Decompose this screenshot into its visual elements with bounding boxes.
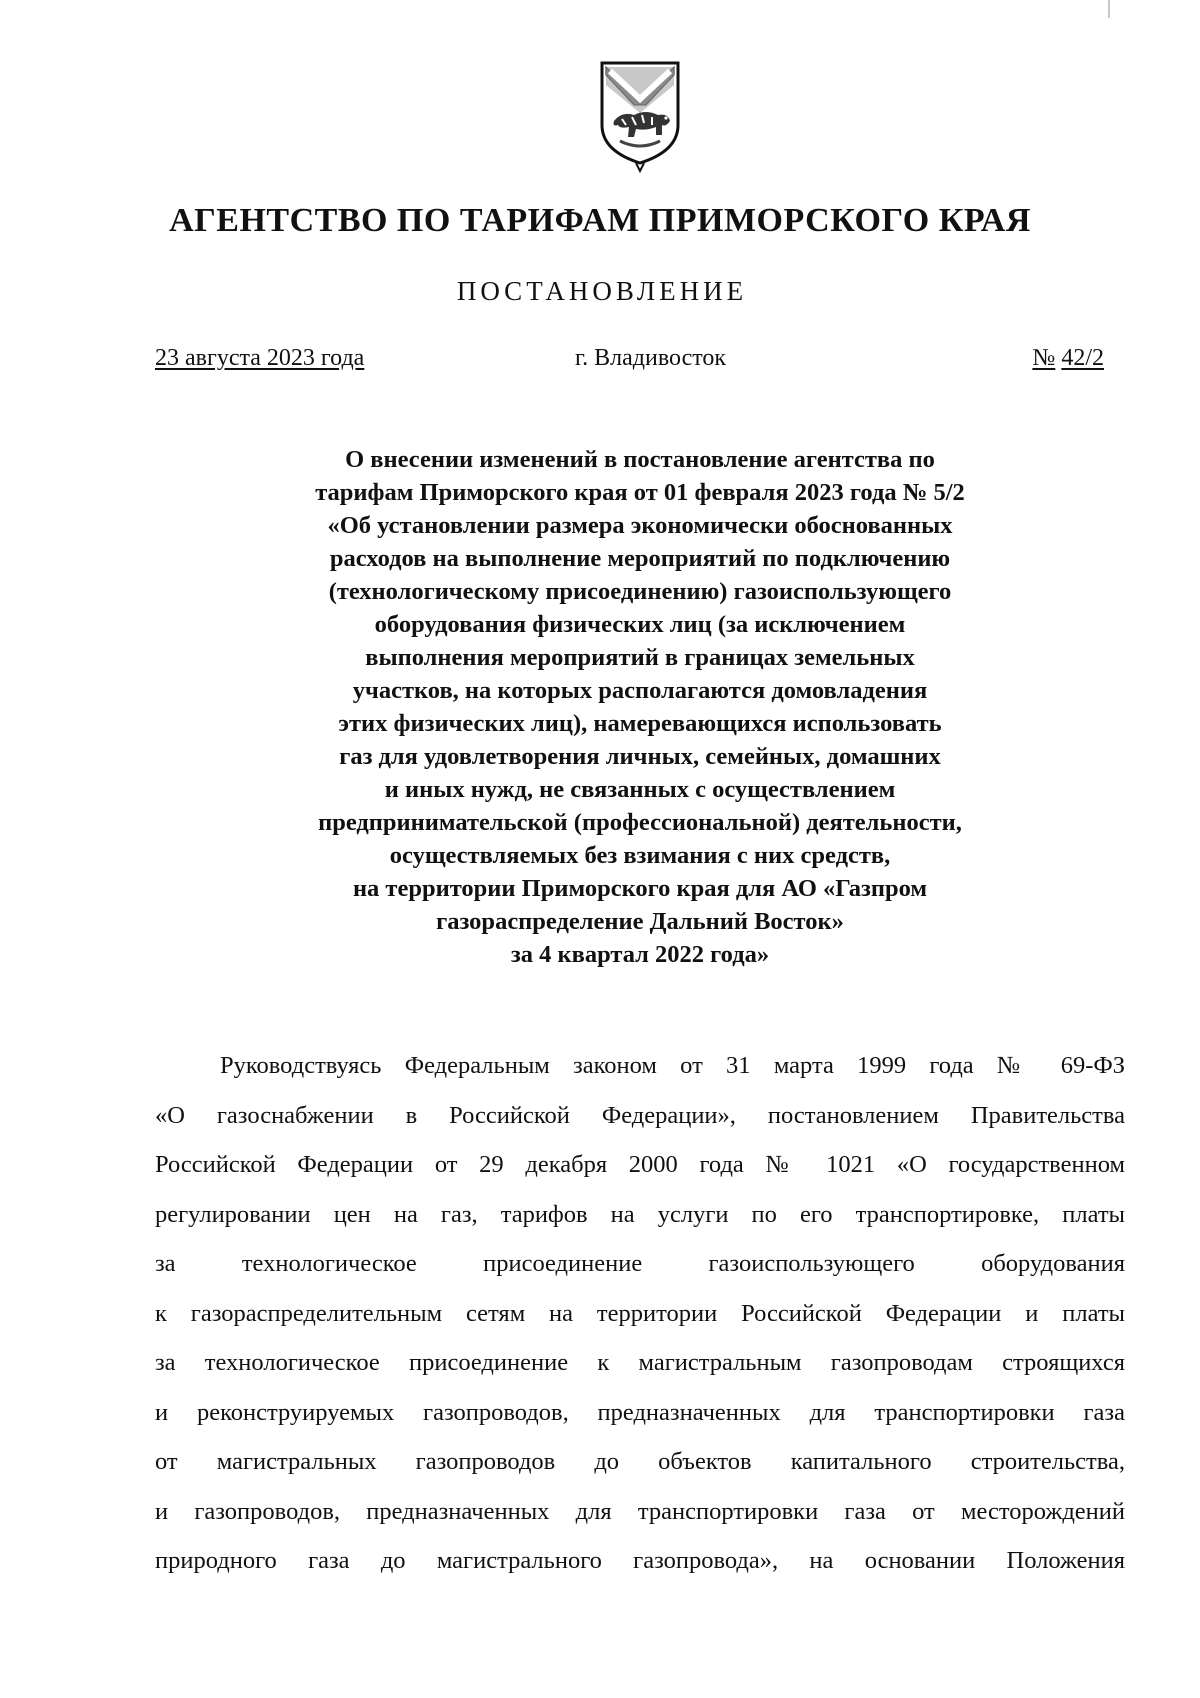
title-line: газораспределение Дальний Восток» bbox=[436, 908, 844, 935]
body-line: от магистральных газопроводов до объектов капитального строительства, bbox=[155, 1448, 1125, 1475]
title-line: за 4 квартал 2022 года» bbox=[510, 941, 770, 968]
title-line: оборудования физических лиц (за исключением bbox=[374, 611, 906, 638]
body-line: за технологическое присоединение газоиспользующего оборудования bbox=[155, 1250, 1125, 1277]
title-line: участков, на которых располагаются домовладения bbox=[352, 677, 928, 704]
title-line: (технологическому присоединению) газоиспользующего bbox=[328, 578, 952, 605]
body-paragraph bbox=[155, 1041, 1125, 1586]
title-line: выполнения мероприятий в границах земельных bbox=[365, 644, 915, 671]
title-line: «Об установлении размера экономически обоснованных bbox=[327, 512, 953, 539]
title-line: и иных нужд, не связанных с осуществлением bbox=[384, 776, 896, 803]
coat-of-arms-icon bbox=[596, 55, 684, 173]
title-line: осуществляемых без взимания с них средств, bbox=[389, 842, 891, 869]
body-line: природного газа до магистрального газопровода», на основании Положения bbox=[155, 1547, 1125, 1574]
body-line: регулировании цен на газ, тарифов на услуги по его транспортировке, платы bbox=[155, 1200, 1125, 1228]
body-line: и газопроводов, предназначенных для транспортировки газа от месторождений bbox=[155, 1497, 1125, 1525]
title-line: О внесении изменений в постановление агентства по bbox=[345, 446, 935, 473]
number-value: 42/2 bbox=[1061, 345, 1104, 371]
document-date bbox=[155, 343, 364, 373]
title-line: расходов на выполнение мероприятий по подключению bbox=[329, 545, 951, 572]
title-line: предпринимательской (профессиональной) деятельности, bbox=[318, 809, 962, 836]
body-line: Российской Федерации от 29 декабря 2000 года № 1021 «О государственном bbox=[155, 1151, 1125, 1178]
document-type: ПОСТАНОВЛЕНИЕ bbox=[456, 276, 748, 306]
date-value: 23 августа 2023 года bbox=[155, 345, 365, 371]
body-line: «О газоснабжении в Российской Федерации», постановлением Правительства bbox=[155, 1101, 1125, 1129]
agency-name: АГЕНТСТВО ПО ТАРИФАМ ПРИМОРСКОГО КРАЯ bbox=[169, 202, 1031, 239]
title-line: тарифам Приморского края от 01 февраля 2023 года № 5/2 bbox=[315, 479, 965, 506]
document-city: г. Владивосток bbox=[575, 345, 727, 371]
title-line: газ для удовлетворения личных, семейных, домашних bbox=[339, 743, 941, 770]
document-title bbox=[200, 443, 1080, 971]
number-prefix: № bbox=[1032, 345, 1056, 371]
body-line: за технологическое присоединение к магистральным газопроводам строящихся bbox=[155, 1349, 1125, 1376]
scan-edge-mark bbox=[1108, 0, 1110, 18]
document-number bbox=[1032, 343, 1104, 373]
title-line: этих физических лиц), намеревающихся использовать bbox=[338, 710, 942, 737]
title-line: на территории Приморского края для АО «Газпром bbox=[352, 875, 928, 902]
body-line: и реконструируемых газопроводов, предназначенных для транспортировки газа bbox=[155, 1398, 1125, 1426]
body-line: к газораспределительным сетям на территории Российской Федерации и платы bbox=[155, 1299, 1125, 1327]
body-line: Руководствуясь Федеральным законом от 31 марта 1999 года № 69-ФЗ bbox=[220, 1052, 1125, 1079]
